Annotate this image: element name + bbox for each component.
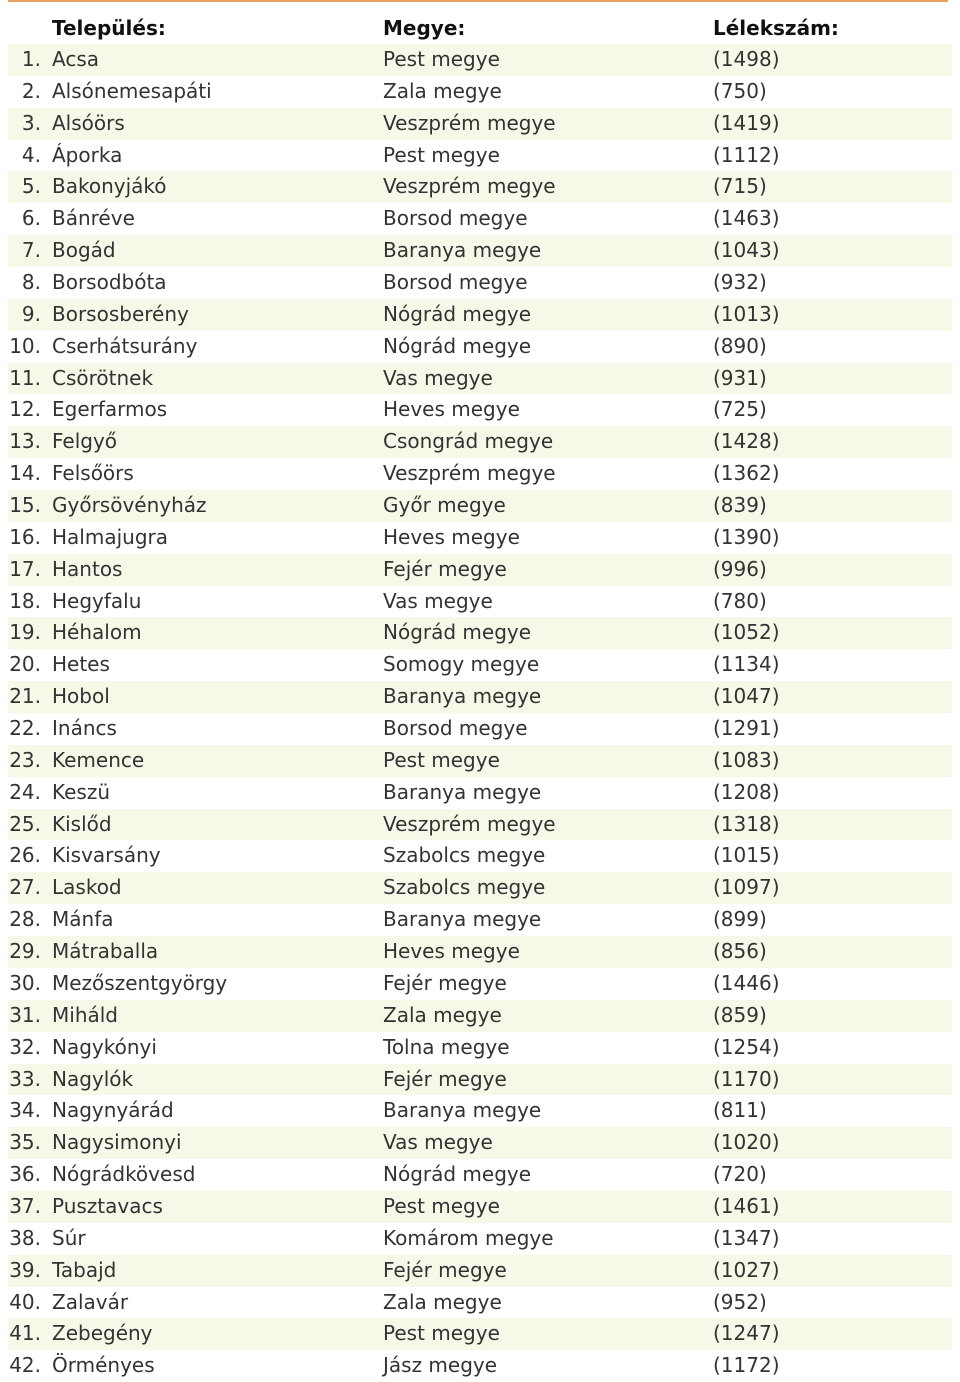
population-value: (1362) [713, 461, 780, 486]
table-row [8, 904, 952, 936]
row-number: 23. [9, 747, 41, 772]
row-number: 27. [9, 875, 41, 900]
settlement-name: Cserhátsurány [52, 333, 198, 358]
population-value: (1390) [713, 524, 780, 549]
county-name: Fejér megye [383, 1257, 507, 1282]
population-value: (1463) [713, 206, 780, 231]
county-name: Baranya megye [383, 684, 542, 709]
row-number: 13. [9, 429, 41, 454]
table-row [8, 1064, 952, 1096]
settlement-name: Acsa [52, 47, 100, 71]
population-value: (1013) [713, 301, 780, 326]
population-value: (996) [713, 556, 767, 581]
settlement-name: Miháld [52, 1002, 118, 1027]
table-body [8, 44, 952, 1382]
row-number: 2. [21, 78, 41, 103]
population-value: (720) [713, 1162, 767, 1187]
settlement-name: Alsóörs [52, 110, 125, 135]
population-value: (1498) [713, 47, 780, 71]
settlement-name: Bogád [52, 238, 116, 263]
settlement-name: Örményes [52, 1353, 155, 1378]
county-name: Vas megye [383, 365, 493, 390]
row-number: 36. [9, 1162, 41, 1187]
row-number: 26. [9, 843, 41, 868]
table-row [8, 1032, 952, 1064]
table-row [8, 522, 952, 554]
row-number: 16. [9, 524, 41, 549]
settlement-table [8, 13, 952, 1382]
table-row [8, 1000, 952, 1032]
settlement-name: Ináncs [52, 716, 117, 741]
population-value: (1428) [713, 429, 780, 454]
table-row [8, 777, 952, 809]
population-value: (1170) [713, 1066, 780, 1091]
row-number: 34. [9, 1098, 41, 1123]
header-settlement: Település: [52, 16, 166, 40]
population-value: (1043) [713, 238, 780, 263]
table-row [8, 267, 952, 299]
settlement-name: Nógrádkövesd [52, 1162, 196, 1187]
settlement-name: Győrsövényház [52, 493, 207, 518]
population-value: (1172) [713, 1353, 780, 1378]
settlement-name: Hetes [52, 652, 110, 677]
population-value: (1083) [713, 747, 780, 772]
county-name: Komárom megye [383, 1225, 554, 1250]
settlement-name: Bakonyjákó [52, 174, 167, 199]
settlement-name: Laskod [52, 875, 122, 900]
settlement-name: Kemence [52, 747, 145, 772]
population-value: (1052) [713, 620, 780, 645]
table-row [8, 140, 952, 172]
table-row [8, 299, 952, 331]
county-name: Tolna megye [383, 1034, 510, 1059]
county-name: Baranya megye [383, 907, 542, 932]
county-name: Nógrád megye [383, 301, 532, 326]
settlement-name: Tabajd [52, 1257, 117, 1282]
population-value: (750) [713, 78, 767, 103]
row-number: 1. [21, 47, 41, 71]
table-row [8, 394, 952, 426]
population-value: (725) [713, 397, 767, 422]
row-number: 42. [9, 1353, 41, 1378]
county-name: Borsod megye [383, 716, 528, 741]
row-number: 11. [9, 365, 41, 390]
county-name: Veszprém megye [383, 811, 556, 836]
population-value: (932) [713, 270, 767, 295]
population-value: (859) [713, 1002, 767, 1027]
settlement-name: Alsónemesapáti [52, 78, 212, 103]
row-number: 12. [9, 397, 41, 422]
row-number: 14. [9, 461, 41, 486]
county-name: Veszprém megye [383, 461, 556, 486]
table-row [8, 1318, 952, 1350]
county-name: Szabolcs megye [383, 875, 546, 900]
county-name: Nógrád megye [383, 333, 532, 358]
population-value: (1020) [713, 1130, 780, 1155]
settlement-name: Pusztavacs [52, 1193, 163, 1218]
row-number: 21. [9, 684, 41, 709]
county-name: Fejér megye [383, 1066, 507, 1091]
population-value: (1134) [713, 652, 780, 677]
settlement-name: Kisvarsány [52, 843, 161, 868]
table-row [8, 1287, 952, 1319]
county-name: Baranya megye [383, 238, 542, 263]
county-name: Jász megye [383, 1353, 498, 1378]
settlement-name: Hegyfalu [52, 588, 142, 613]
settlement-name: Zalavár [52, 1289, 129, 1314]
row-number: 20. [9, 652, 41, 677]
table-row [8, 936, 952, 968]
row-number: 39. [9, 1257, 41, 1282]
table-row [8, 872, 952, 904]
county-name: Zala megye [383, 1289, 502, 1314]
county-name: Pest megye [383, 1193, 500, 1218]
population-value: (1097) [713, 875, 780, 900]
table-row [8, 76, 952, 108]
county-name: Pest megye [383, 142, 500, 167]
population-value: (1112) [713, 142, 780, 167]
row-number: 17. [9, 556, 41, 581]
header-population: Lélekszám: [713, 16, 839, 40]
population-value: (1208) [713, 779, 780, 804]
population-value: (931) [713, 365, 767, 390]
county-name: Pest megye [383, 747, 500, 772]
top-divider [8, 0, 948, 2]
population-value: (1347) [713, 1225, 780, 1250]
settlement-name: Nagysimonyi [52, 1130, 182, 1155]
county-name: Borsod megye [383, 270, 528, 295]
row-number: 9. [21, 301, 41, 326]
row-number: 28. [9, 907, 41, 932]
county-name: Zala megye [383, 1002, 502, 1027]
population-value: (1419) [713, 110, 780, 135]
population-value: (1027) [713, 1257, 780, 1282]
settlement-name: Mezőszentgyörgy [52, 970, 228, 995]
settlement-name: Mátraballa [52, 939, 159, 964]
county-name: Borsod megye [383, 206, 528, 231]
table-row [8, 649, 952, 681]
population-value: (1318) [713, 811, 780, 836]
county-name: Baranya megye [383, 779, 542, 804]
population-value: (1254) [713, 1034, 780, 1059]
settlement-name: Nagynyárád [52, 1098, 174, 1123]
settlement-name: Héhalom [52, 620, 142, 645]
table-row [8, 363, 952, 395]
county-name: Pest megye [383, 47, 500, 71]
population-value: (839) [713, 493, 767, 518]
row-number: 6. [21, 206, 41, 231]
settlement-name: Hobol [52, 684, 110, 709]
table-header-row [8, 13, 952, 44]
table-row [8, 809, 952, 841]
settlement-name: Kislőd [52, 811, 112, 836]
row-number: 33. [9, 1066, 41, 1091]
table-row [8, 1159, 952, 1191]
table-row [8, 586, 952, 618]
settlement-name: Nagykónyi [52, 1034, 157, 1059]
table-row [8, 1223, 952, 1255]
county-name: Zala megye [383, 78, 502, 103]
county-name: Vas megye [383, 588, 493, 613]
row-number: 25. [9, 811, 41, 836]
row-number: 4. [21, 142, 41, 167]
county-name: Szabolcs megye [383, 843, 546, 868]
county-name: Pest megye [383, 1321, 500, 1346]
settlement-name: Felgyő [52, 429, 118, 454]
row-number: 24. [9, 779, 41, 804]
population-value: (1015) [713, 843, 780, 868]
table-row [8, 1350, 952, 1382]
population-value: (811) [713, 1098, 767, 1123]
settlement-name: Bánréve [52, 206, 135, 231]
county-name: Somogy megye [383, 652, 540, 677]
row-number: 5. [21, 174, 41, 199]
row-number: 31. [9, 1002, 41, 1027]
county-name: Nógrád megye [383, 1162, 532, 1187]
settlement-name: Áporka [52, 142, 123, 167]
table-row [8, 554, 952, 586]
settlement-name: Borsosberény [52, 301, 189, 326]
row-number: 19. [9, 620, 41, 645]
settlement-name: Zebegény [52, 1321, 153, 1346]
settlement-name: Halmajugra [52, 524, 168, 549]
county-name: Heves megye [383, 397, 520, 422]
population-value: (1247) [713, 1321, 780, 1346]
settlement-name: Felsőörs [52, 461, 134, 486]
settlement-name: Nagylók [52, 1066, 134, 1091]
table-row [8, 235, 952, 267]
table-row [8, 840, 952, 872]
county-name: Veszprém megye [383, 110, 556, 135]
row-number: 10. [9, 333, 41, 358]
table-row [8, 1191, 952, 1223]
table-row [8, 1127, 952, 1159]
row-number: 7. [21, 238, 41, 263]
table-row [8, 617, 952, 649]
table-row [8, 490, 952, 522]
county-name: Veszprém megye [383, 174, 556, 199]
row-number: 32. [9, 1034, 41, 1059]
row-number: 40. [9, 1289, 41, 1314]
settlement-name: Mánfa [52, 907, 114, 932]
population-value: (890) [713, 333, 767, 358]
county-name: Győr megye [383, 493, 506, 518]
population-value: (952) [713, 1289, 767, 1314]
population-value: (1047) [713, 684, 780, 709]
county-name: Fejér megye [383, 556, 507, 581]
table-row [8, 331, 952, 363]
row-number: 3. [21, 110, 41, 135]
row-number: 41. [9, 1321, 41, 1346]
table-row [8, 426, 952, 458]
row-number: 35. [9, 1130, 41, 1155]
population-value: (899) [713, 907, 767, 932]
settlement-name: Keszü [52, 779, 111, 804]
row-number: 15. [9, 493, 41, 518]
county-name: Heves megye [383, 524, 520, 549]
row-number: 18. [9, 588, 41, 613]
settlement-name: Egerfarmos [52, 397, 168, 422]
table-row [8, 713, 952, 745]
settlement-name: Hantos [52, 556, 123, 581]
table-row [8, 458, 952, 490]
county-name: Baranya megye [383, 1098, 542, 1123]
population-value: (1461) [713, 1193, 780, 1218]
county-name: Nógrád megye [383, 620, 532, 645]
settlement-name: Súr [52, 1225, 86, 1250]
county-name: Vas megye [383, 1130, 493, 1155]
population-value: (856) [713, 939, 767, 964]
table-row [8, 745, 952, 777]
header-county: Megye: [383, 16, 466, 40]
table-row [8, 108, 952, 140]
county-name: Csongrád megye [383, 429, 554, 454]
table-row [8, 203, 952, 235]
settlement-name: Borsodbóta [52, 270, 167, 295]
county-name: Fejér megye [383, 970, 507, 995]
settlement-name: Csörötnek [52, 365, 154, 390]
population-value: (1291) [713, 716, 780, 741]
population-value: (780) [713, 588, 767, 613]
population-value: (715) [713, 174, 767, 199]
table-row [8, 44, 952, 76]
row-number: 30. [9, 970, 41, 995]
row-number: 22. [9, 716, 41, 741]
table-row [8, 1095, 952, 1127]
table-row [8, 681, 952, 713]
county-name: Heves megye [383, 939, 520, 964]
row-number: 37. [9, 1193, 41, 1218]
row-number: 38. [9, 1225, 41, 1250]
row-number: 29. [9, 939, 41, 964]
table-row [8, 171, 952, 203]
table-row [8, 968, 952, 1000]
table-row [8, 1255, 952, 1287]
population-value: (1446) [713, 970, 780, 995]
row-number: 8. [21, 270, 41, 295]
